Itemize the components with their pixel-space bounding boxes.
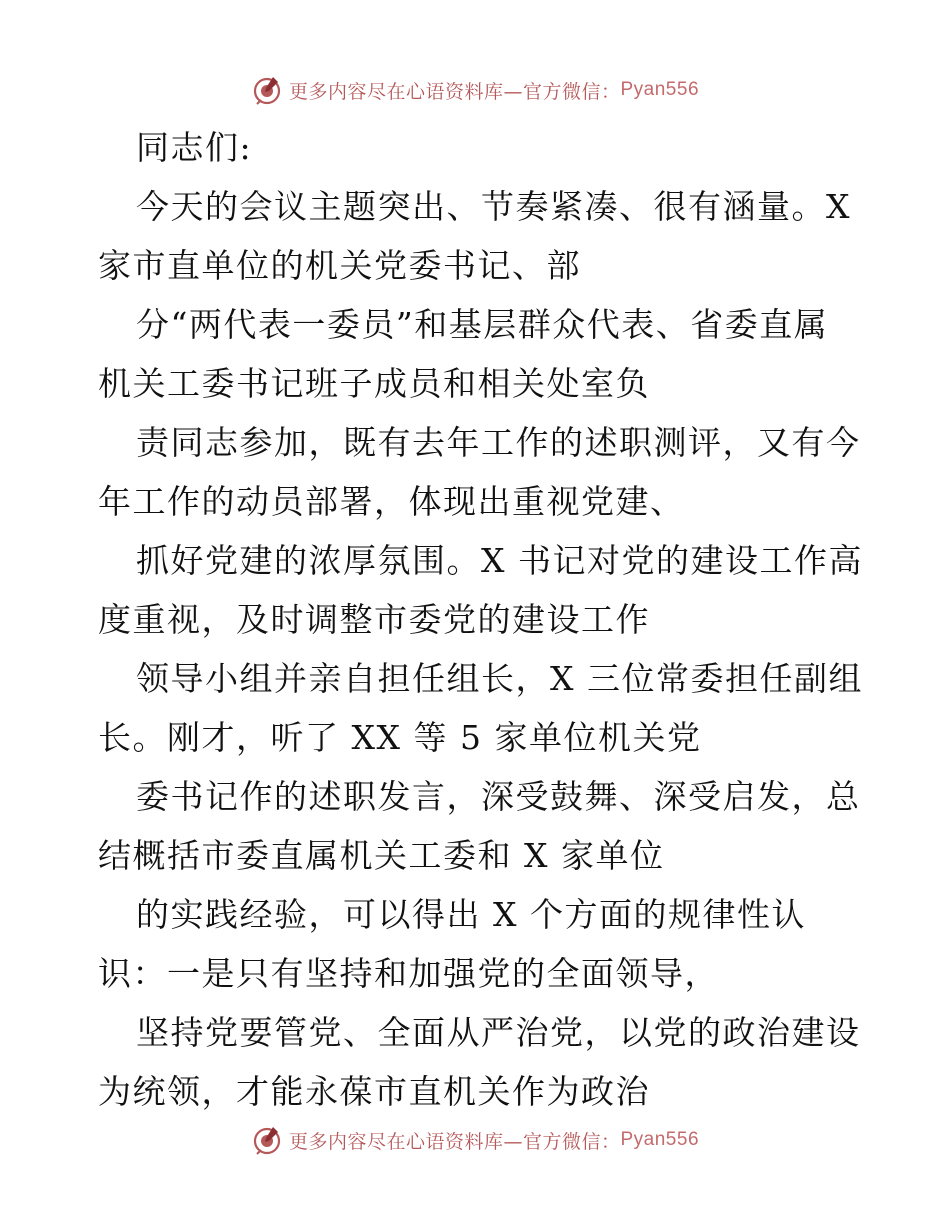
text-line: 分“两代表一委员”和基层群众代表、省委直属	[136, 305, 829, 344]
footer-watermark	[0, 1122, 950, 1158]
header-watermark	[0, 72, 950, 108]
text-line: 抓好党建的浓厚氛围。X 书记对党的建设工作高	[136, 541, 863, 580]
text-line: 为统领，才能永葆市直机关作为政治	[98, 1072, 650, 1111]
text-line: 今天的会议主题突出、节奏紧凑、很有涵量。X	[136, 187, 851, 226]
document-body	[98, 118, 863, 1121]
text-line: 结概括市委直属机关工委和 X 家单位	[98, 836, 665, 875]
watermark-text: 更多内容尽在心语资料库—官方微信：	[288, 80, 621, 103]
quill-seal-icon	[251, 1124, 283, 1156]
text-line: 度重视，及时调整市委党的建设工作	[98, 600, 650, 639]
quill-seal-icon	[251, 74, 283, 106]
text-line: 机关工委书记班子成员和相关处室负	[98, 364, 650, 403]
text-line: 委书记作的述职发言，深受鼓舞、深受启发，总	[136, 777, 861, 816]
watermark-handle: Pyan556	[620, 1129, 700, 1150]
watermark-text: 更多内容尽在心语资料库—官方微信：	[288, 1130, 621, 1153]
text-line: 同志们:	[136, 128, 253, 167]
text-line: 年工作的动员部署，体现出重视党建、	[98, 482, 685, 521]
text-line: 的实践经验，可以得出 X 个方面的规律性认	[136, 895, 806, 934]
watermark-handle: Pyan556	[620, 79, 700, 100]
text-line: 责同志参加，既有去年工作的述职测评，又有今	[136, 423, 861, 462]
text-line: 识：一是只有坚持和加强党的全面领导，	[98, 954, 719, 993]
text-line: 长。刚才，听了 XX 等 5 家单位机关党	[98, 718, 702, 757]
text-line: 家市直单位的机关党委书记、部	[98, 246, 581, 285]
text-line: 坚持党要管党、全面从严治党，以党的政治建设	[136, 1013, 861, 1052]
text-line: 领导小组并亲自担任组长，X 三位常委担任副组	[136, 659, 863, 698]
